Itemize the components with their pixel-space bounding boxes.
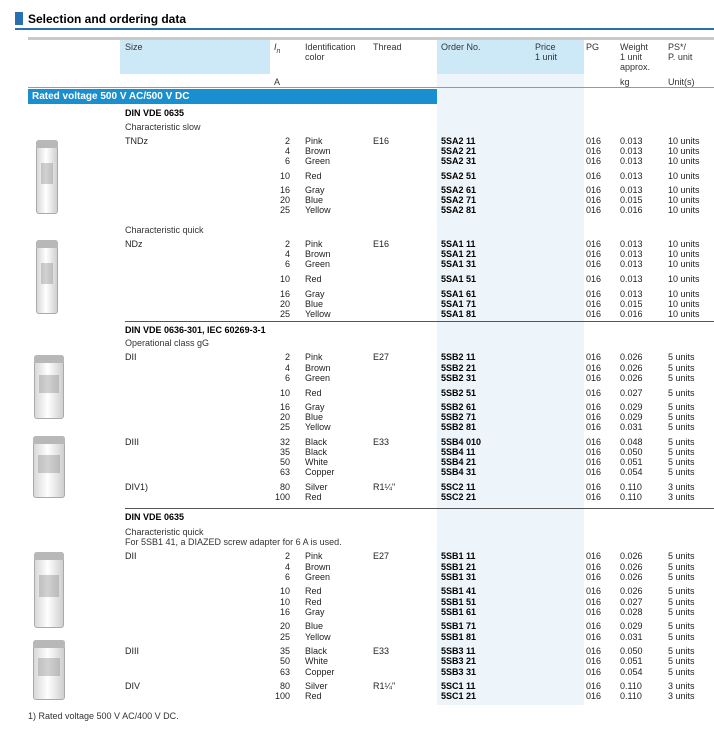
weight-cell: 0.050 — [620, 447, 643, 457]
packing-unit: 10 units — [668, 185, 700, 195]
identification-color: Yellow — [305, 309, 331, 319]
identification-color: Green — [305, 373, 331, 383]
rated-current: 10 — [279, 597, 290, 607]
packing-unit: 5 units — [668, 402, 695, 412]
packing-unit: 5 units — [668, 597, 695, 607]
packing-unit: 5 units — [668, 447, 695, 457]
packing-unit: 10 units — [668, 249, 700, 259]
weight-cell: 0.051 — [620, 656, 643, 666]
size-cell: DIV1) — [125, 482, 149, 492]
weight-cell: 0.013 — [620, 185, 643, 195]
weight-cell: 0.013 — [620, 171, 643, 181]
pg-cell: 016 — [586, 467, 602, 477]
identification-color: Brown — [305, 363, 331, 373]
rated-current: 16 — [279, 402, 290, 412]
packing-unit: 10 units — [668, 239, 700, 249]
group-rule — [125, 321, 714, 322]
packing-unit: 10 units — [668, 156, 700, 166]
identification-color: Red — [305, 691, 322, 701]
packing-unit: 5 units — [668, 551, 695, 561]
packing-unit: 5 units — [668, 656, 695, 666]
rated-current: 20 — [279, 195, 290, 205]
rated-current: 80 — [279, 482, 290, 492]
order-number: 5SB2 31 — [441, 373, 477, 383]
pg-cell: 016 — [586, 388, 602, 398]
order-number: 5SB4 010 — [441, 437, 482, 447]
pg-cell: 016 — [586, 412, 602, 422]
identification-color: Red — [305, 597, 322, 607]
order-number: 5SB3 31 — [441, 667, 477, 677]
weight-cell: 0.031 — [620, 632, 643, 642]
packing-unit: 3 units — [668, 492, 695, 502]
pg-cell: 016 — [586, 289, 602, 299]
order-number: 5SB1 51 — [441, 597, 477, 607]
rated-current: 32 — [279, 437, 290, 447]
rated-current: 2 — [284, 352, 290, 362]
rated-current: 6 — [284, 373, 290, 383]
rated-current: 50 — [279, 457, 290, 467]
rated-current: 6 — [284, 572, 290, 582]
header-price: Price 1 unit — [535, 42, 558, 62]
rated-current: 63 — [279, 467, 290, 477]
identification-color: Brown — [305, 146, 331, 156]
identification-color: Red — [305, 586, 322, 596]
weight-cell: 0.026 — [620, 363, 643, 373]
footnote: 1) Rated voltage 500 V AC/400 V DC. — [28, 711, 179, 721]
weight-cell: 0.029 — [620, 402, 643, 412]
identification-color: Brown — [305, 562, 331, 572]
packing-unit: 5 units — [668, 562, 695, 572]
weight-cell: 0.016 — [620, 309, 643, 319]
order-number: 5SB1 21 — [441, 562, 477, 572]
packing-unit: 10 units — [668, 136, 700, 146]
order-number: 5SB2 51 — [441, 388, 477, 398]
order-number: 5SA1 51 — [441, 274, 477, 284]
order-number: 5SB3 11 — [441, 646, 476, 656]
header-in-unit: A — [274, 77, 281, 87]
rated-current: 2 — [284, 239, 290, 249]
identification-color: Yellow — [305, 205, 331, 215]
identification-color: Blue — [305, 299, 324, 309]
weight-cell: 0.026 — [620, 572, 643, 582]
identification-color: Gray — [305, 402, 325, 412]
packing-unit: 5 units — [668, 422, 695, 432]
weight-cell: 0.013 — [620, 289, 643, 299]
identification-color: Brown — [305, 249, 331, 259]
pg-cell: 016 — [586, 156, 602, 166]
order-number: 5SA2 71 — [441, 195, 477, 205]
weight-cell: 0.027 — [620, 597, 643, 607]
size-cell: DIII — [125, 437, 140, 447]
packing-unit: 3 units — [668, 482, 695, 492]
identification-color: Blue — [305, 412, 324, 422]
pg-cell: 016 — [586, 621, 602, 631]
order-number: 5SB1 71 — [441, 621, 477, 631]
identification-color: Pink — [305, 136, 323, 146]
thread-cell: E33 — [373, 437, 390, 447]
identification-color: Green — [305, 156, 331, 166]
identification-color: Blue — [305, 195, 324, 205]
packing-unit: 5 units — [668, 632, 695, 642]
pg-cell: 016 — [586, 667, 602, 677]
thread-cell: R1¼" — [373, 482, 396, 492]
order-number: 5SB4 21 — [441, 457, 477, 467]
rated-current: 16 — [279, 289, 290, 299]
identification-color: Pink — [305, 352, 323, 362]
order-number: 5SB1 61 — [441, 607, 477, 617]
order-number: 5SA1 21 — [441, 249, 477, 259]
pg-cell: 016 — [586, 373, 602, 383]
identification-color: Green — [305, 572, 331, 582]
pg-cell: 016 — [586, 259, 602, 269]
rated-current: 100 — [274, 492, 290, 502]
identification-color: Copper — [305, 467, 335, 477]
identification-color: Copper — [305, 667, 335, 677]
order-number: 5SA2 21 — [441, 146, 477, 156]
rated-current: 10 — [279, 388, 290, 398]
weight-cell: 0.028 — [620, 607, 643, 617]
order-number: 5SB1 81 — [441, 632, 477, 642]
weight-cell: 0.110 — [620, 681, 642, 691]
fuse-image-diii-quick — [33, 640, 65, 700]
rated-current: 25 — [279, 309, 290, 319]
weight-cell: 0.054 — [620, 467, 643, 477]
rated-current: 4 — [284, 249, 290, 259]
packing-unit: 10 units — [668, 274, 700, 284]
pg-cell: 016 — [586, 402, 602, 412]
rated-current: 4 — [284, 146, 290, 156]
size-cell: DIII — [125, 646, 140, 656]
order-number: 5SA1 61 — [441, 289, 477, 299]
size-cell: DII — [125, 551, 137, 561]
header-ps: PS*/ P. unit — [668, 42, 693, 62]
rated-current: 6 — [284, 156, 290, 166]
order-number: 5SB2 11 — [441, 352, 476, 362]
header-in: $I_n$ — [274, 42, 281, 55]
pg-cell: 016 — [586, 681, 602, 691]
pg-cell: 016 — [586, 586, 602, 596]
fuse-image-diii — [33, 436, 65, 498]
weight-cell: 0.026 — [620, 551, 643, 561]
order-number: 5SA1 31 — [441, 259, 477, 269]
pg-cell: 016 — [586, 352, 602, 362]
packing-unit: 10 units — [668, 309, 700, 319]
packing-unit: 5 units — [668, 457, 695, 467]
order-number: 5SA2 31 — [441, 156, 477, 166]
weight-cell: 0.054 — [620, 667, 643, 677]
rated-current: 35 — [279, 646, 290, 656]
fuse-image-ndz — [36, 240, 58, 314]
order-number: 5SB2 21 — [441, 363, 477, 373]
pg-cell: 016 — [586, 597, 602, 607]
identification-color: Pink — [305, 551, 323, 561]
packing-unit: 3 units — [668, 691, 695, 701]
weight-cell: 0.051 — [620, 457, 643, 467]
pg-cell: 016 — [586, 482, 602, 492]
order-number: 5SB4 31 — [441, 467, 477, 477]
rated-current: 25 — [279, 205, 290, 215]
packing-unit: 10 units — [668, 146, 700, 156]
order-number: 5SB2 61 — [441, 402, 477, 412]
weight-cell: 0.026 — [620, 352, 643, 362]
identification-color: Blue — [305, 621, 324, 631]
fuse-image-dii — [34, 355, 64, 419]
identification-color: Black — [305, 646, 328, 656]
rated-current: 16 — [279, 607, 290, 617]
identification-color: Red — [305, 388, 322, 398]
weight-cell: 0.026 — [620, 586, 643, 596]
weight-cell: 0.110 — [620, 691, 642, 701]
packing-unit: 5 units — [668, 607, 695, 617]
header-color: Identification color — [305, 42, 356, 62]
header-ps-unit: Unit(s) — [668, 77, 695, 87]
group-rule — [125, 508, 714, 509]
rated-current: 10 — [279, 171, 290, 181]
order-number: 5SA1 71 — [441, 299, 477, 309]
fuse-image-dii-quick — [34, 552, 64, 628]
weight-cell: 0.031 — [620, 422, 643, 432]
order-number: 5SC1 21 — [441, 691, 477, 701]
packing-unit: 5 units — [668, 437, 695, 447]
pg-cell: 016 — [586, 249, 602, 259]
weight-cell: 0.050 — [620, 646, 643, 656]
packing-unit: 10 units — [668, 195, 700, 205]
rated-current: 2 — [284, 551, 290, 561]
group-subtitle: Characteristic slow — [125, 122, 201, 132]
voltage-band: Rated voltage 500 V AC/500 V DC — [28, 89, 437, 104]
pg-cell: 016 — [586, 422, 602, 432]
pg-cell: 016 — [586, 656, 602, 666]
packing-unit: 10 units — [668, 205, 700, 215]
rated-current: 63 — [279, 667, 290, 677]
header-weight: Weight 1 unit approx. — [620, 42, 651, 72]
thread-cell: R1¼" — [373, 681, 396, 691]
group-subtitle: Characteristic quick — [125, 225, 204, 235]
rated-current: 4 — [284, 562, 290, 572]
packing-unit: 5 units — [668, 572, 695, 582]
weight-cell: 0.013 — [620, 146, 643, 156]
order-number: 5SA2 61 — [441, 185, 477, 195]
packing-unit: 5 units — [668, 467, 695, 477]
identification-color: Black — [305, 447, 328, 457]
pg-cell: 016 — [586, 437, 602, 447]
identification-color: Yellow — [305, 632, 331, 642]
pg-cell: 016 — [586, 632, 602, 642]
packing-unit: 10 units — [668, 259, 700, 269]
weight-cell: 0.026 — [620, 562, 643, 572]
weight-cell: 0.026 — [620, 373, 643, 383]
pg-cell: 016 — [586, 185, 602, 195]
rated-current: 100 — [274, 691, 290, 701]
pg-cell: 016 — [586, 146, 602, 156]
section-title: Selection and ordering data — [28, 12, 187, 26]
header-weight-unit: kg — [620, 77, 630, 87]
identification-color: Gray — [305, 185, 325, 195]
rated-current: 4 — [284, 363, 290, 373]
order-number: 5SB1 41 — [441, 586, 477, 596]
order-number: 5SC2 21 — [441, 492, 477, 502]
rated-current: 2 — [284, 136, 290, 146]
weight-cell: 0.016 — [620, 205, 643, 215]
order-number: 5SC1 11 — [441, 681, 476, 691]
thread-cell: E33 — [373, 646, 390, 656]
header-rule — [28, 87, 714, 88]
pg-cell: 016 — [586, 363, 602, 373]
order-number: 5SB1 31 — [441, 572, 477, 582]
thread-cell: E16 — [373, 239, 390, 249]
group-title: DIN VDE 0635 — [125, 108, 185, 118]
weight-cell: 0.110 — [620, 482, 642, 492]
rated-current: 6 — [284, 259, 290, 269]
order-number: 5SA2 51 — [441, 171, 477, 181]
packing-unit: 5 units — [668, 352, 695, 362]
header-order: Order No. — [441, 42, 481, 52]
group-note: For 5SB1 41, a DIAZED screw adapter for 6 A is used. — [125, 537, 342, 547]
pg-cell: 016 — [586, 274, 602, 284]
pg-cell: 016 — [586, 562, 602, 572]
weight-cell: 0.013 — [620, 156, 643, 166]
packing-unit: 5 units — [668, 621, 695, 631]
packing-unit: 5 units — [668, 412, 695, 422]
identification-color: Red — [305, 171, 322, 181]
identification-color: White — [305, 457, 329, 467]
identification-color: Pink — [305, 239, 323, 249]
order-number: 5SC2 11 — [441, 482, 476, 492]
rated-current: 25 — [279, 632, 290, 642]
fuse-image-tndz — [36, 140, 58, 214]
order-number: 5SB2 81 — [441, 422, 477, 432]
thread-cell: E27 — [373, 352, 390, 362]
packing-unit: 10 units — [668, 299, 700, 309]
header-pg: PG — [586, 42, 600, 52]
pg-cell: 016 — [586, 691, 602, 701]
order-number: 5SA2 11 — [441, 136, 476, 146]
identification-color: Silver — [305, 482, 328, 492]
rated-current: 35 — [279, 447, 290, 457]
pg-cell: 016 — [586, 205, 602, 215]
packing-unit: 5 units — [668, 646, 695, 656]
header-thread: Thread — [373, 42, 402, 52]
pg-cell: 016 — [586, 457, 602, 467]
pg-cell: 016 — [586, 447, 602, 457]
pg-cell: 016 — [586, 492, 602, 502]
pg-cell: 016 — [586, 299, 602, 309]
packing-unit: 5 units — [668, 363, 695, 373]
group-title: DIN VDE 0636-301, IEC 60269-3-1 — [125, 325, 266, 335]
size-cell: TNDz — [125, 136, 148, 146]
packing-unit: 5 units — [668, 586, 695, 596]
weight-cell: 0.029 — [620, 621, 643, 631]
thread-cell: E27 — [373, 551, 390, 561]
rated-current: 20 — [279, 621, 290, 631]
weight-cell: 0.013 — [620, 259, 643, 269]
rated-current: 16 — [279, 185, 290, 195]
identification-color: Gray — [305, 607, 325, 617]
title-rule — [15, 28, 714, 30]
rated-current: 50 — [279, 656, 290, 666]
weight-cell: 0.013 — [620, 136, 643, 146]
pg-cell: 016 — [586, 572, 602, 582]
order-number: 5SA2 81 — [441, 205, 477, 215]
identification-color: Yellow — [305, 422, 331, 432]
identification-color: Red — [305, 492, 322, 502]
weight-cell: 0.015 — [620, 299, 643, 309]
order-number: 5SB2 71 — [441, 412, 477, 422]
weight-cell: 0.013 — [620, 274, 643, 284]
pg-cell: 016 — [586, 136, 602, 146]
weight-cell: 0.027 — [620, 388, 643, 398]
packing-unit: 5 units — [668, 373, 695, 383]
header-size: Size — [125, 42, 143, 52]
order-number: 5SA1 81 — [441, 309, 477, 319]
weight-cell: 0.013 — [620, 249, 643, 259]
weight-cell: 0.015 — [620, 195, 643, 205]
packing-unit: 5 units — [668, 667, 695, 677]
rated-current: 25 — [279, 422, 290, 432]
section-marker — [15, 12, 23, 25]
rated-current: 10 — [279, 274, 290, 284]
pg-cell: 016 — [586, 607, 602, 617]
identification-color: Black — [305, 437, 328, 447]
pg-cell: 016 — [586, 195, 602, 205]
pg-cell: 016 — [586, 239, 602, 249]
pg-cell: 016 — [586, 171, 602, 181]
packing-unit: 5 units — [668, 388, 695, 398]
group-title: DIN VDE 0635 — [125, 512, 185, 522]
weight-cell: 0.110 — [620, 492, 642, 502]
packing-unit: 3 units — [668, 681, 695, 691]
packing-unit: 10 units — [668, 171, 700, 181]
rated-current: 10 — [279, 586, 290, 596]
group-subtitle: Operational class gG — [125, 338, 210, 348]
identification-color: White — [305, 656, 329, 666]
order-number: 5SB1 11 — [441, 551, 476, 561]
thread-cell: E16 — [373, 136, 390, 146]
order-number: 5SB3 21 — [441, 656, 477, 666]
pg-cell: 016 — [586, 309, 602, 319]
rated-current: 20 — [279, 412, 290, 422]
packing-unit: 10 units — [668, 289, 700, 299]
rated-current: 80 — [279, 681, 290, 691]
identification-color: Red — [305, 274, 322, 284]
size-cell: DII — [125, 352, 137, 362]
size-cell: DIV — [125, 681, 141, 691]
size-cell: NDz — [125, 239, 143, 249]
pg-cell: 016 — [586, 646, 602, 656]
weight-cell: 0.013 — [620, 239, 643, 249]
order-number: 5SA1 11 — [441, 239, 476, 249]
weight-cell: 0.048 — [620, 437, 643, 447]
identification-color: Green — [305, 259, 331, 269]
pg-cell: 016 — [586, 551, 602, 561]
rated-current: 20 — [279, 299, 290, 309]
identification-color: Silver — [305, 681, 328, 691]
identification-color: Gray — [305, 289, 325, 299]
group-subtitle: Characteristic quick — [125, 527, 204, 537]
weight-cell: 0.029 — [620, 412, 643, 422]
order-number: 5SB4 11 — [441, 447, 476, 457]
